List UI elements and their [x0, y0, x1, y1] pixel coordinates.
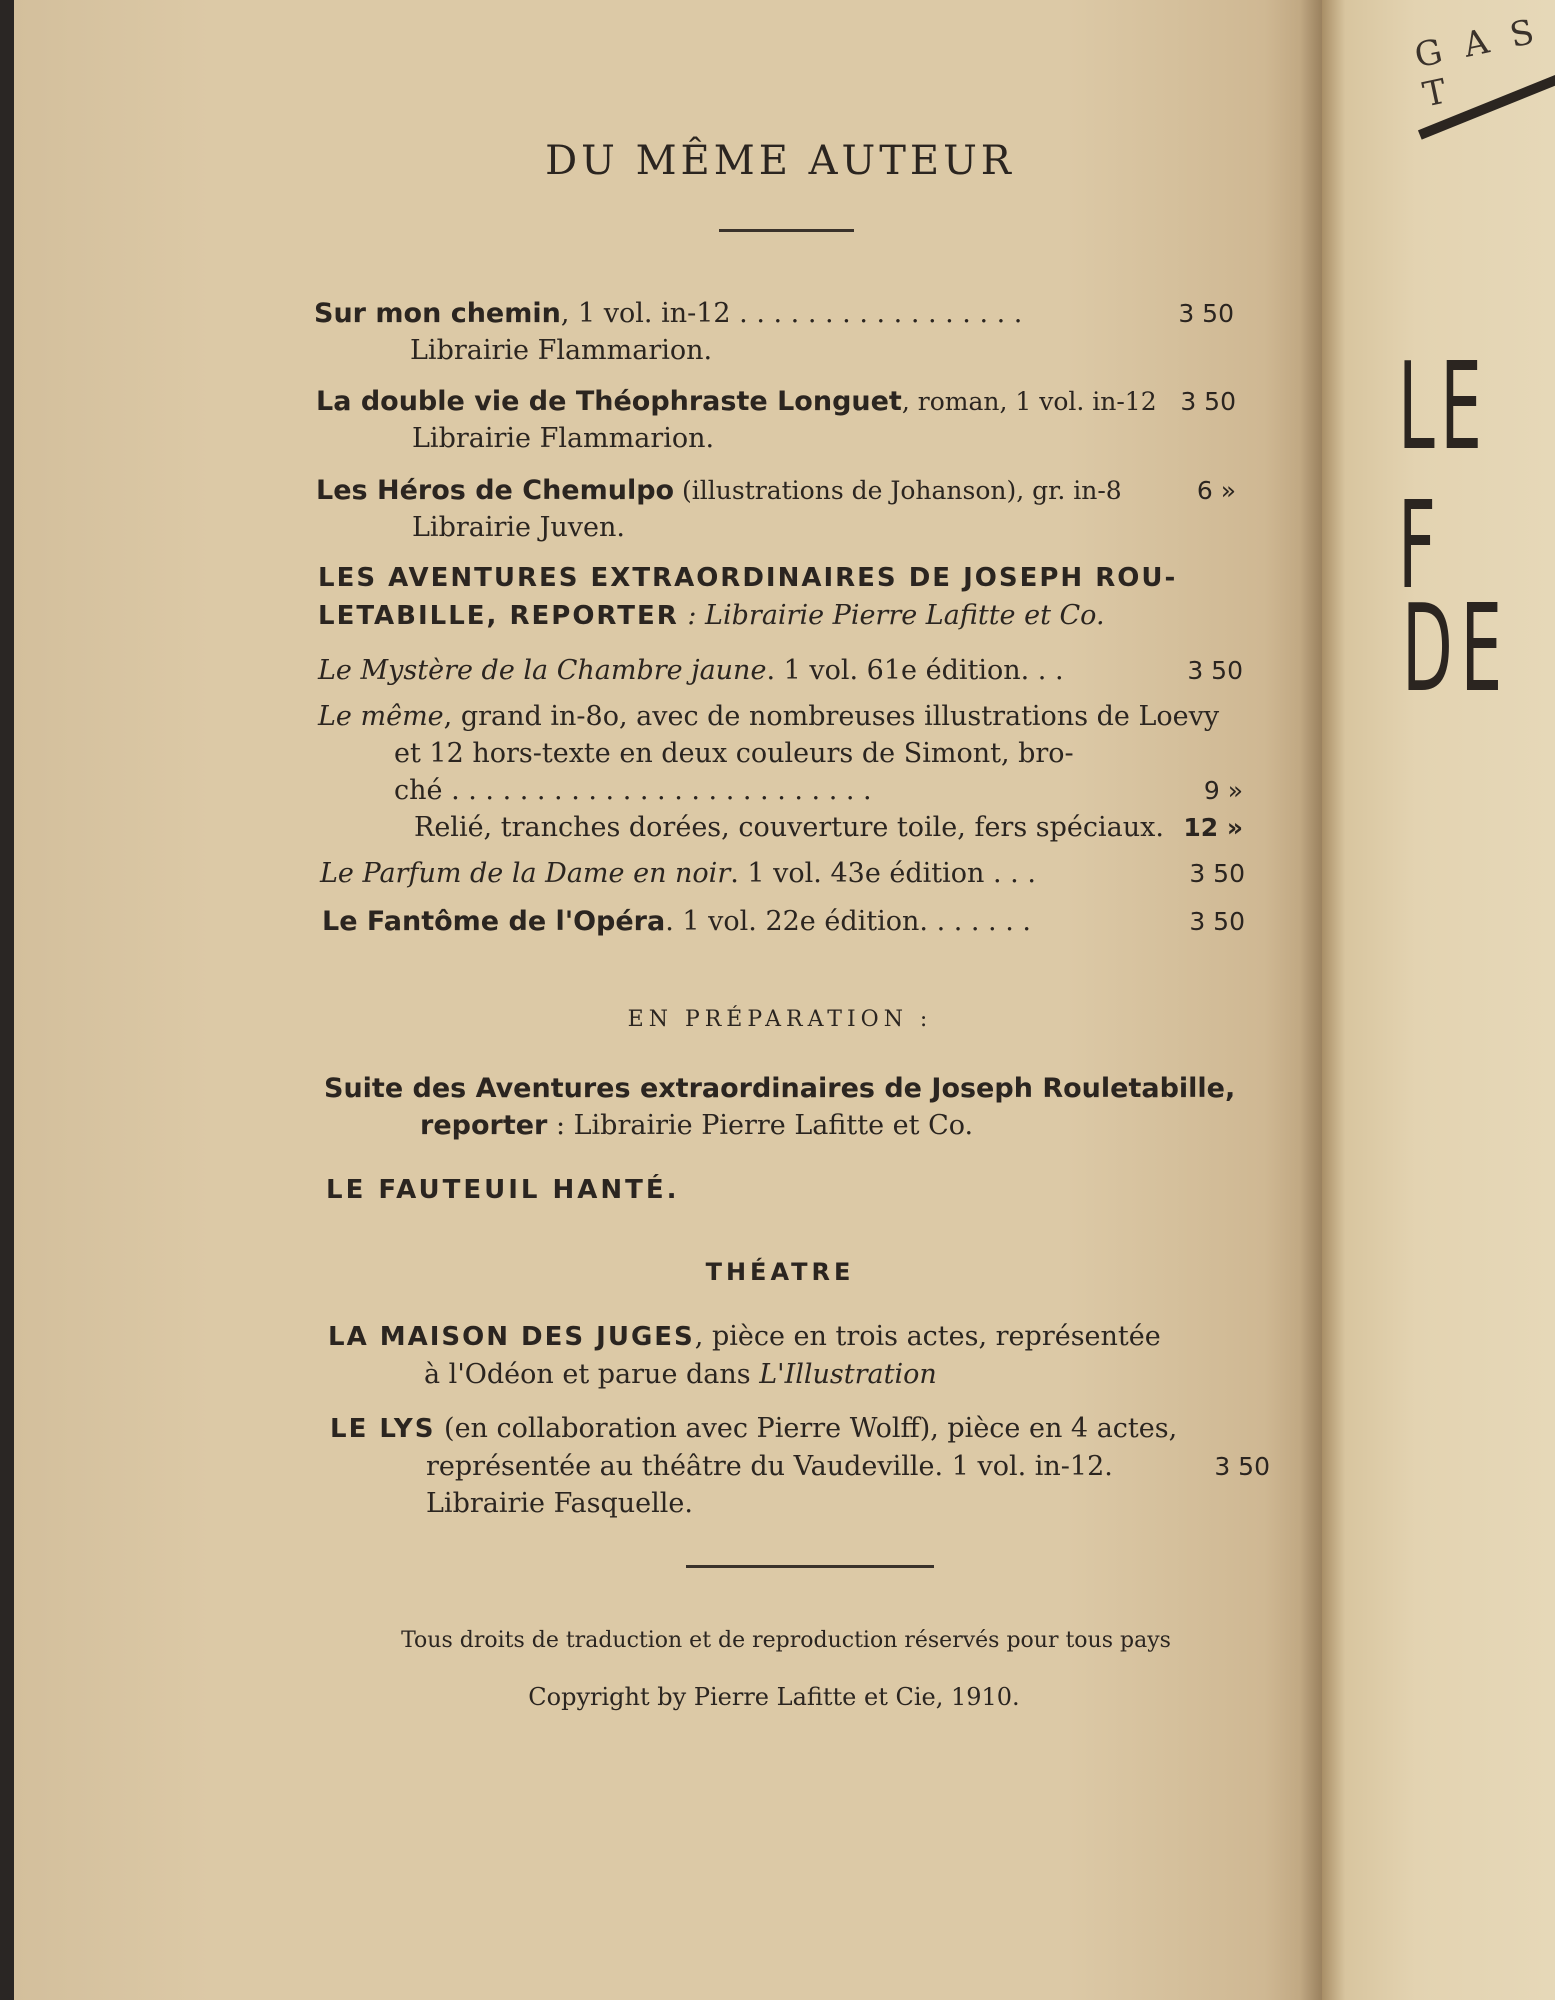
- play-publisher: Librairie Fasquelle.: [426, 1488, 693, 1519]
- preparation-title: Suite des Aventures extraordinaires de Joseph Rouletabille,: [324, 1073, 1236, 1104]
- author-name-fragment: G A S T: [1411, 10, 1544, 116]
- footer-rule: [686, 1565, 934, 1568]
- play-title: LE LYS: [330, 1414, 436, 1444]
- preparation-title: reporter: [420, 1110, 548, 1141]
- work-entry: [318, 652, 1243, 689]
- work-publisher: Librairie Juven.: [412, 512, 626, 543]
- rouletabille-entry: [318, 560, 1248, 635]
- work-price: 3 50: [1178, 299, 1234, 328]
- heading-rule: [719, 229, 854, 232]
- work-entry: [318, 698, 1243, 846]
- work-detail: et 12 hors-texte en deux couleurs de Simont, bro-: [394, 738, 1074, 769]
- work-title: Sur mon chemin: [314, 298, 561, 329]
- work-detail: , grand in-8o, avec de nombreuses illustrations de Loevy: [443, 701, 1220, 732]
- binding-detail: Relié, tranches dorées, couverture toile, fers spéciaux.: [414, 812, 1164, 843]
- work-price: 9 »: [1203, 776, 1243, 805]
- work-entry: [316, 472, 1236, 546]
- play-detail: (en collaboration avec Pierre Wolff), pièce en 4 actes,: [435, 1413, 1178, 1444]
- work-price: 6 »: [1196, 476, 1236, 505]
- theatre-heading: THÉATRE: [705, 1258, 855, 1286]
- work-detail: , roman, 1 vol. in-12: [901, 387, 1157, 416]
- work-price: 3 50: [1180, 387, 1236, 416]
- play-detail: à l'Odéon et parue dans: [424, 1359, 760, 1390]
- preparation-publisher: : Librairie Pierre Lafitte et Co.: [547, 1110, 974, 1141]
- right-page: [1322, 0, 1555, 2000]
- work-publisher: Librairie Flammarion.: [412, 423, 715, 454]
- play-publication: L'Illustration: [759, 1359, 937, 1390]
- work-detail: , 1 vol. in-12 . . . . . . . . . . . . . . . . .: [560, 298, 1023, 329]
- work-title: Le Fantôme de l'Opéra: [322, 906, 666, 937]
- series-publisher: : Librairie Pierre Lafitte et Co.: [678, 600, 1105, 631]
- preparation-heading: EN PRÉPARATION :: [627, 1007, 933, 1032]
- work-detail: . 1 vol. 61e édition. . .: [766, 655, 1064, 686]
- page-heading: DU MÊME AUTEUR: [545, 138, 1015, 184]
- copyright-notice: Copyright by Pierre Lafitte et Cie, 1910.: [528, 1683, 1020, 1711]
- work-detail: ché . . . . . . . . . . . . . . . . . . . . . . . . .: [394, 775, 872, 806]
- title-fragment: LE F: [1398, 338, 1488, 616]
- work-title: Le même: [318, 701, 444, 732]
- work-entry: [320, 855, 1245, 892]
- work-detail: . 1 vol. 43e édition . . .: [730, 858, 1036, 889]
- work-price: 3 50: [1189, 859, 1245, 888]
- play-detail: représentée au théâtre du Vaudeville. 1 vol. in-12.: [426, 1451, 1113, 1482]
- preparation-entry: [324, 1070, 1264, 1144]
- work-publisher: Librairie Flammarion.: [410, 335, 713, 366]
- theatre-entry: [328, 1318, 1268, 1393]
- work-title: La double vie de Théophraste Longuet: [316, 386, 902, 417]
- play-detail: , pièce en trois actes, représentée: [694, 1321, 1161, 1352]
- play-price: 3 50: [1214, 1452, 1270, 1481]
- title-fragment: DE: [1402, 580, 1510, 719]
- work-entry: [316, 383, 1236, 457]
- work-entry: [322, 903, 1245, 940]
- work-entry: [314, 295, 1234, 369]
- work-price: 3 50: [1189, 907, 1245, 936]
- work-detail: . 1 vol. 22e édition. . . . . . .: [665, 906, 1031, 937]
- preparation-title: LE FAUTEUIL HANTÉ.: [326, 1175, 680, 1205]
- left-page: [14, 0, 1330, 2000]
- work-price: 3 50: [1187, 656, 1243, 685]
- work-title: Le Mystère de la Chambre jaune: [318, 655, 767, 686]
- series-title-line1: LES AVENTURES EXTRAORDINAIRES DE JOSEPH ROU-: [318, 563, 1178, 593]
- work-title: Le Parfum de la Dame en noir: [320, 858, 731, 889]
- play-title: LA MAISON DES JUGES: [328, 1322, 695, 1352]
- work-price: 12 »: [1183, 813, 1243, 842]
- work-title: Les Héros de Chemulpo: [316, 475, 675, 506]
- theatre-entry: [330, 1410, 1270, 1522]
- series-title-line2: LETABILLE, REPORTER: [318, 601, 679, 631]
- work-detail: (illustrations de Johanson), gr. in-8: [674, 476, 1122, 505]
- rights-notice: Tous droits de traduction et de reproduction réservés pour tous pays: [401, 1628, 1171, 1653]
